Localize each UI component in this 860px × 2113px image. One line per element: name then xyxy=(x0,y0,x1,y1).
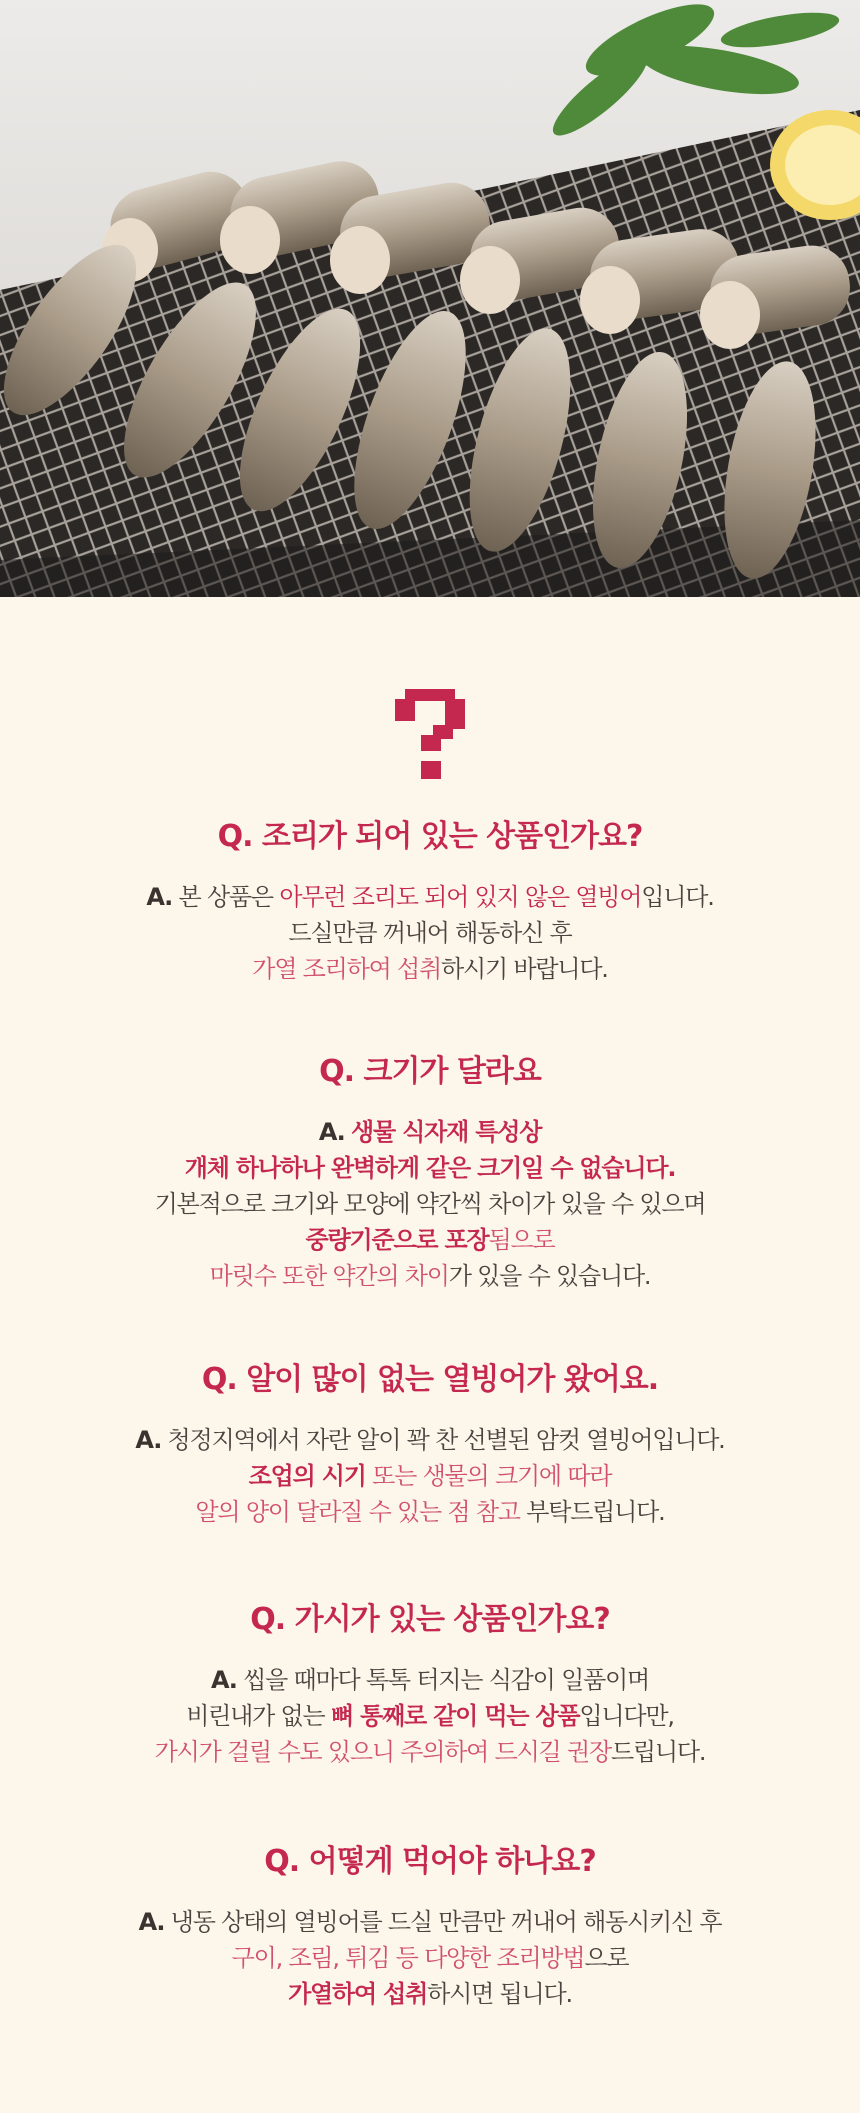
answer-text: 본 상품은 xyxy=(172,883,280,911)
faq-question: Q. 크기가 달라요 xyxy=(319,1054,541,1089)
answer-text: 조업의 시기 xyxy=(248,1462,366,1490)
answer-text: 또는 생물의 크기에 따라 xyxy=(365,1462,612,1490)
answer-line xyxy=(0,1150,860,1186)
answer-text: 냉동 상태의 열빙어를 드실 만큼만 꺼내어 해동시키신 후 xyxy=(164,1908,722,1936)
answer-line xyxy=(0,879,860,915)
answer-text: 으로 xyxy=(584,1944,629,1972)
faq-item xyxy=(0,817,860,987)
answer-text: 가열 조리하여 섭취 xyxy=(252,955,441,983)
answer-text: 하시기 바랍니다. xyxy=(440,955,608,983)
answer-text: 아무런 조리도 되어 있지 않은 열빙어 xyxy=(279,883,642,911)
grilled-smelt-photo xyxy=(0,0,860,597)
answer-line xyxy=(0,1258,860,1294)
answer-text: 비린내가 없는 xyxy=(186,1702,331,1730)
answer-text: 가 있을 수 있습니다. xyxy=(448,1262,651,1290)
answer-text: 개체 하나하나 완벽하게 같은 크기일 수 없습니다. xyxy=(184,1154,676,1182)
faq-question: Q. 알이 많이 없는 열빙어가 왔어요. xyxy=(201,1362,659,1397)
answer-text: 청정지역에서 자란 알이 꽉 찬 선별된 암컷 열빙어입니다. xyxy=(161,1426,725,1454)
answer-line xyxy=(0,1186,860,1222)
answer-line xyxy=(0,915,860,951)
answer-line xyxy=(0,1662,860,1698)
answer-text: 중량기준으로 포장 xyxy=(305,1226,489,1254)
faq-section xyxy=(0,597,860,2113)
answer-text: A. xyxy=(210,1666,237,1694)
faq-item xyxy=(0,1052,860,1294)
answer-line xyxy=(0,1976,860,2012)
answer-text: 드립니다. xyxy=(610,1738,706,1766)
faq-answer xyxy=(0,1662,860,1770)
answer-text: 드실만큼 꺼내어 해동하신 후 xyxy=(288,919,572,947)
answer-text: A. xyxy=(135,1426,162,1454)
faq-question: Q. 가시가 있는 상품인가요? xyxy=(250,1602,610,1637)
answer-line xyxy=(0,1422,860,1458)
answer-text: 알의 양이 달라질 수 있는 점 참고 xyxy=(195,1498,520,1526)
faq-item xyxy=(0,1842,860,2012)
question-mark-icon xyxy=(395,689,465,779)
answer-text: 입니다만, xyxy=(579,1702,674,1730)
answer-text: A. xyxy=(318,1118,345,1146)
answer-text: 마릿수 또한 약간의 차이 xyxy=(209,1262,449,1290)
answer-line xyxy=(0,951,860,987)
answer-text: 입니다. xyxy=(641,883,714,911)
answer-text: A. xyxy=(138,1908,165,1936)
answer-line xyxy=(0,1698,860,1734)
faq-item xyxy=(0,1360,860,1530)
answer-line xyxy=(0,1494,860,1530)
answer-line xyxy=(0,1114,860,1150)
answer-text: 가시가 걸릴 수도 있으니 주의하여 드시길 권장 xyxy=(154,1738,611,1766)
answer-text: 하시면 됩니다. xyxy=(427,1980,572,2008)
answer-text: 씹을 때마다 톡톡 터지는 식감이 일품이며 xyxy=(236,1666,650,1694)
faq-question: Q. 어떻게 먹어야 하나요? xyxy=(264,1844,596,1879)
answer-text: 뼈 통째로 같이 먹는 상품 xyxy=(330,1702,580,1730)
answer-line xyxy=(0,1904,860,1940)
faq-answer xyxy=(0,1422,860,1530)
hero-image xyxy=(0,0,860,597)
faq-question: Q. 조리가 되어 있는 상품인가요? xyxy=(217,819,643,854)
faq-answer xyxy=(0,1904,860,2012)
faq-answer xyxy=(0,879,860,987)
answer-text: 부탁드립니다. xyxy=(519,1498,665,1526)
answer-text: 됨으로 xyxy=(488,1226,555,1254)
answer-text: 구이, 조림, 튀김 등 다양한 조리방법 xyxy=(231,1944,585,1972)
answer-line xyxy=(0,1940,860,1976)
answer-line xyxy=(0,1458,860,1494)
answer-text: 생물 식자재 특성상 xyxy=(351,1118,542,1146)
answer-text: 기본적으로 크기와 모양에 약간씩 차이가 있을 수 있으며 xyxy=(154,1190,706,1218)
answer-text: 가열하여 섭취 xyxy=(288,1980,428,2008)
answer-line xyxy=(0,1222,860,1258)
faq-answer xyxy=(0,1114,860,1294)
answer-text: A. xyxy=(146,883,173,911)
faq-item xyxy=(0,1600,860,1770)
answer-line xyxy=(0,1734,860,1770)
